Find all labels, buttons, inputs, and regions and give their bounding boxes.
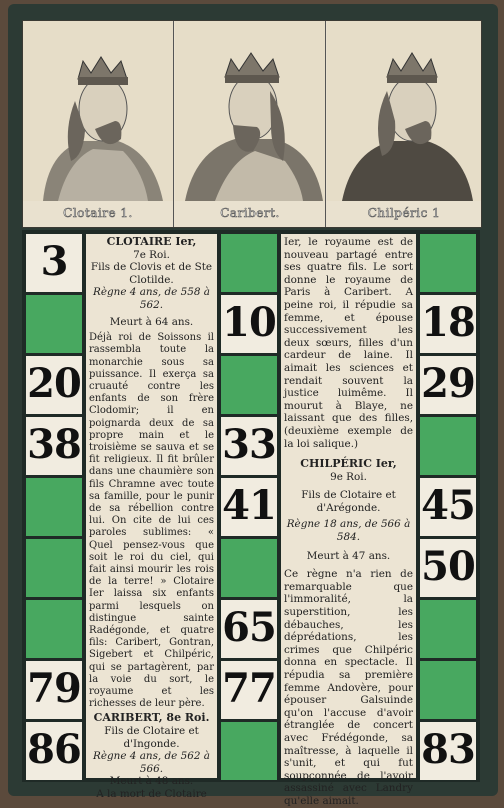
portrait-strip <box>22 20 482 228</box>
square-41[interactable] <box>221 478 277 536</box>
square-number: 10 <box>222 299 276 346</box>
king-history: Ier, le royaume est de nouveau partagé entre ses quatre fils. Le sort donne le royaume de Paris à Caribert. A peine roi, il répudie sa femme, et épouse successivement les deux sœurs, filles d'un cardeur de laine. Il aimait les sciences et rendait souvent la justice luimême. Il mourut à Blaye, ne laissant que des filles, (deuxième exemple de la loi salique.) <box>284 236 413 450</box>
square-number: 45 <box>421 482 475 529</box>
square-blank[interactable] <box>26 295 82 353</box>
square-86[interactable] <box>26 722 82 780</box>
history-continuation: A la mort de Clotaire <box>96 788 207 801</box>
portrait-chilperic <box>327 21 481 227</box>
king-parents: Fils de Clotaire et d'Arégonde. <box>301 489 396 514</box>
square-number: 79 <box>27 665 81 712</box>
king-reign: Règne 4 ans, de 562 à 566. <box>93 750 210 775</box>
square-number: 3 <box>40 238 68 285</box>
king-parents: Fils de Clotaire et d'Ingonde. <box>104 725 199 750</box>
square-blank[interactable] <box>26 600 82 658</box>
square-10[interactable] <box>221 295 277 353</box>
king-portrait-icon <box>175 21 325 227</box>
square-38[interactable] <box>26 417 82 475</box>
king-history: Ce règne n'a rien de remarquable que l'immoralité, la superstition, les débauches, les déprédations, les crimes que Chilpéric donna en spectacle. Il répudia sa première femme Andovère, pour épouser Galsuinde qu'on l'accuse d'avoir étranglée de concert avec Frédégonde, sa maîtresse, à laquelle il s'unit, et qui fut soupçonnée de l'avoir assassiné avec Landry qu'elle aimait. <box>284 568 413 807</box>
square-blank[interactable] <box>221 539 277 597</box>
square-blank[interactable] <box>420 600 476 658</box>
square-79[interactable] <box>26 661 82 719</box>
text-column-chilperic <box>281 234 416 807</box>
king-death: Meurt à 47 ans. <box>306 549 391 562</box>
square-blank[interactable] <box>420 661 476 719</box>
portrait-name: Caribert. <box>220 206 280 220</box>
square-33[interactable] <box>221 417 277 475</box>
king-title: CLOTAIRE Ier, <box>106 235 197 248</box>
portrait-name: Chilpéric 1 <box>367 206 441 220</box>
square-65[interactable] <box>221 600 277 658</box>
square-50[interactable] <box>420 539 476 597</box>
square-number: 83 <box>421 726 475 773</box>
square-number: 86 <box>27 726 81 773</box>
portrait-caribert <box>175 21 326 227</box>
square-3[interactable] <box>26 234 82 292</box>
king-title: CHILPÉRIC Ier, <box>300 457 397 471</box>
king-death: Meurt à 64 ans. <box>109 315 194 328</box>
square-number: 77 <box>222 665 276 712</box>
square-number: 18 <box>421 299 475 346</box>
square-29[interactable] <box>420 356 476 414</box>
king-rank: 9e Roi. <box>330 470 367 483</box>
square-number: 41 <box>222 482 276 529</box>
square-20[interactable] <box>26 356 82 414</box>
square-blank[interactable] <box>420 417 476 475</box>
king-portrait-icon <box>327 21 481 227</box>
king-parents: Fils de Clovis et de Ste Clotilde. <box>90 261 213 286</box>
square-83[interactable] <box>420 722 476 780</box>
square-blank[interactable] <box>420 234 476 292</box>
square-number: 29 <box>421 360 475 407</box>
square-blank[interactable] <box>221 234 277 292</box>
square-77[interactable] <box>221 661 277 719</box>
text-column-clotaire <box>86 234 217 801</box>
square-blank[interactable] <box>221 722 277 780</box>
square-blank[interactable] <box>221 356 277 414</box>
king-title: CARIBERT, 8e Roi. <box>93 711 210 725</box>
square-blank[interactable] <box>26 478 82 536</box>
king-death: Meurt à 48 ans. <box>109 775 194 788</box>
square-number: 20 <box>27 360 81 407</box>
portrait-clotaire <box>23 21 174 227</box>
board-grid <box>22 230 480 807</box>
king-rank: 7e Roi. <box>133 248 170 261</box>
king-reign: Règne 18 ans, de 566 à 584. <box>286 518 411 544</box>
square-number: 65 <box>222 604 276 651</box>
king-history: Déjà roi de Soissons il rassembla toute la monarchie sous sa puissance. Il exerça sa cruauté contre les enfants de son frère Clodomir; il en poignarda deux de sa propre main et le troisième se sauva et se fit religieux. Il fit brûler dans une chaumière son fils Chramne avec toute sa famille, pour le punir de sa rébellion contre lui. On cite de lui ces paroles sublimes: « Quel pensez-vous que soit le roi du ciel, qui fait ainsi mourir les rois de la terre! » Clotaire Ier laissa six enfants parmi lesquels on distingue sainte Radégonde, et quatre fils: Caribert, Gontran, Sigebert et Chilpéric, qui se partagèrent, par la voie du sort, le royaume et les richesses de leur père. <box>89 332 214 710</box>
square-18[interactable] <box>420 295 476 353</box>
king-portrait-icon <box>23 21 173 227</box>
square-45[interactable] <box>420 478 476 536</box>
square-blank[interactable] <box>26 539 82 597</box>
portrait-name: Clotaire 1. <box>63 206 133 220</box>
square-number: 38 <box>27 421 81 468</box>
square-number: 50 <box>421 543 475 590</box>
king-reign: Règne 4 ans, de 558 à 562. <box>93 286 210 311</box>
square-number: 33 <box>222 421 276 468</box>
